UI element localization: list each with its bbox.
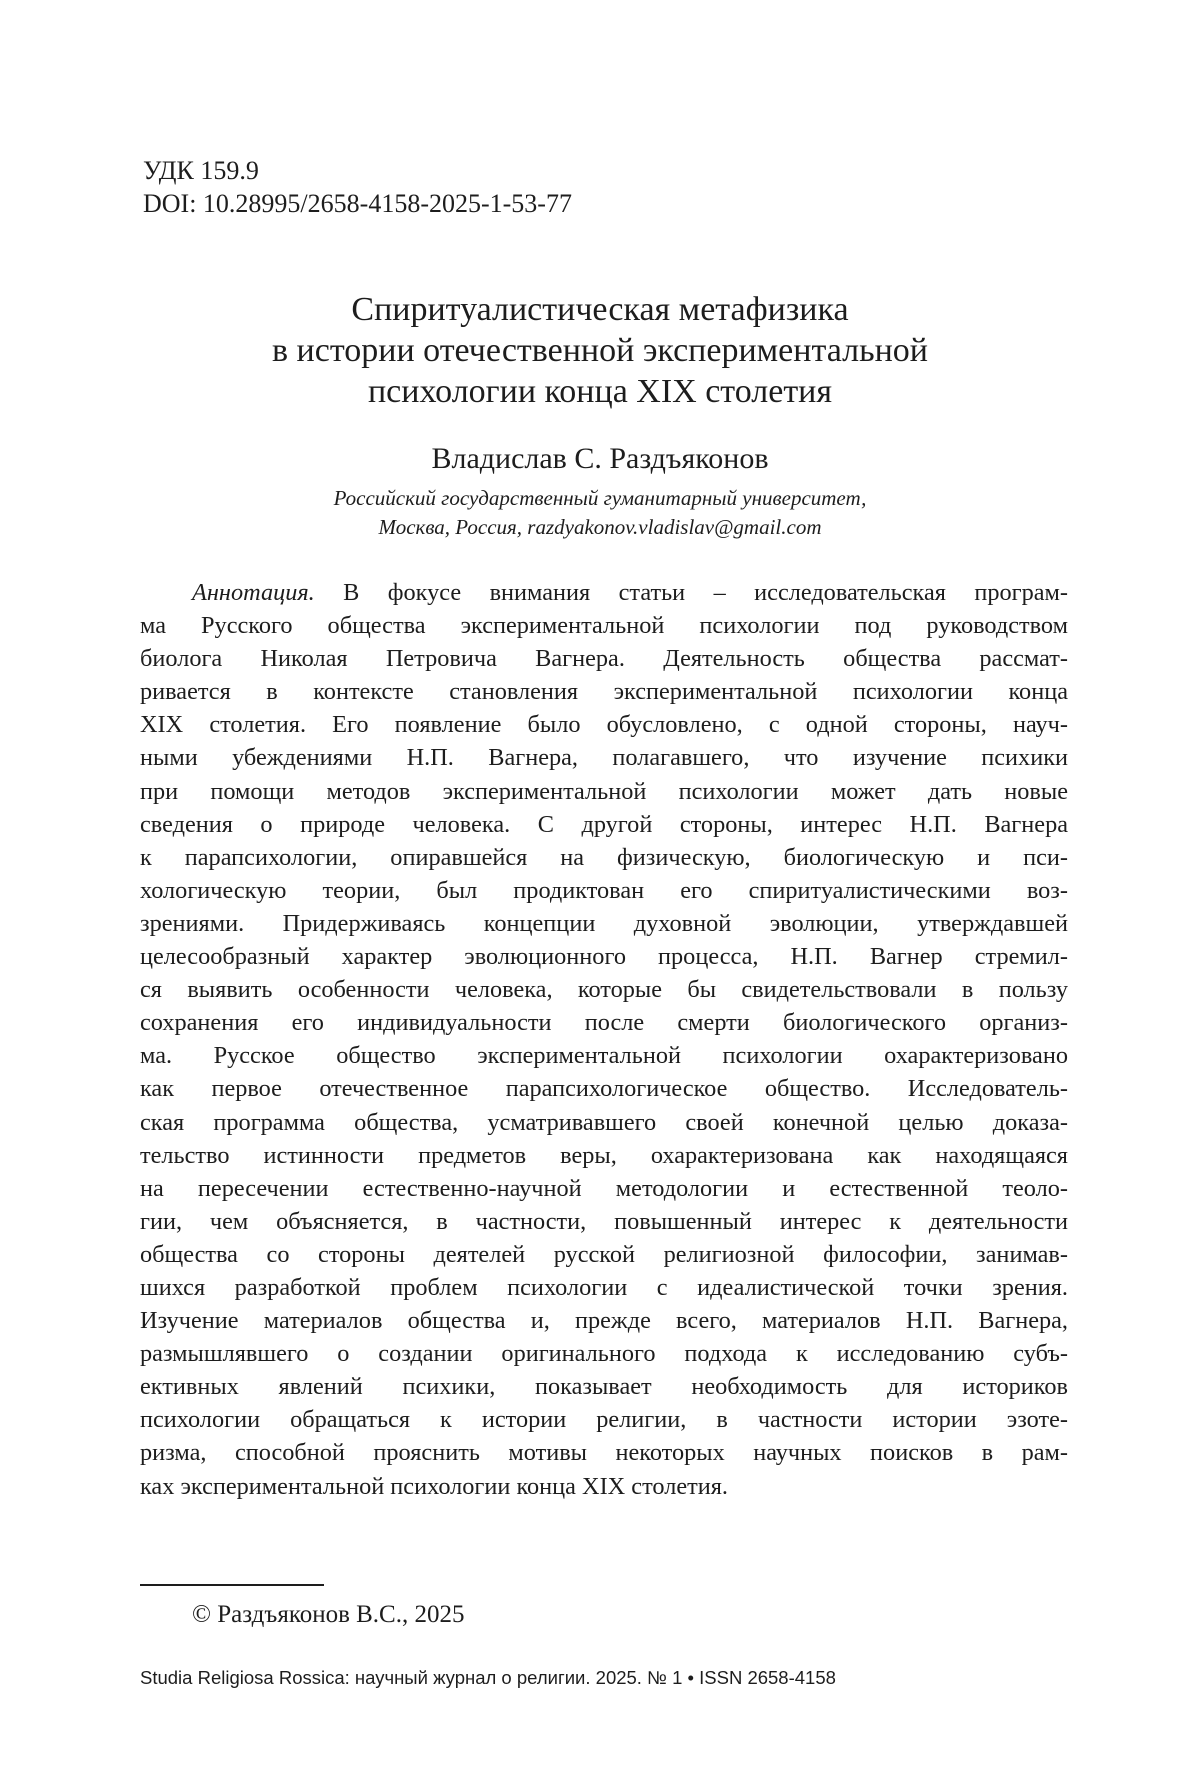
abstract-line: биолога Николая Петровича Вагнера. Деятельность общества рассмат-	[140, 645, 1068, 673]
abstract-line: ма. Русское общество экспериментальной психологии охарактеризовано	[140, 1042, 1068, 1070]
abstract-line: сведения о природе человека. С другой стороны, интерес Н.П. Вагнера	[140, 810, 1068, 838]
abstract-line: Изучение материалов общества и, прежде всего, материалов Н.П. Вагнера,	[140, 1307, 1068, 1335]
abstract-line-text: В фокусе внимания статьи – исследовательская програм-	[314, 579, 1068, 606]
abstract-line: ективных явлений психики, показывает необходимость для историков	[140, 1373, 1068, 1401]
abstract	[140, 576, 1068, 1503]
abstract-line: ках экспериментальной психологии конца XIX столетия.	[140, 1472, 728, 1500]
abstract-line: ся выявить особенности человека, которые бы свидетельствовали в пользу	[140, 976, 1068, 1004]
abstract-line: ма Русского общества экспериментальной психологии под руководством	[140, 612, 1068, 640]
abstract-line: тельство истинности предметов веры, охарактеризована как находящаяся	[140, 1141, 1068, 1169]
abstract-line: XIX столетия. Его появление было обусловлено, с одной стороны, науч-	[140, 711, 1068, 739]
abstract-line: ривается в контексте становления экспериментальной психологии конца	[140, 678, 1068, 706]
footnote-divider	[140, 1584, 324, 1586]
abstract-line: размышлявшего о создании оригинального подхода к исследованию субъ-	[140, 1340, 1068, 1368]
author-name: Владислав С. Раздъяконов	[431, 442, 769, 475]
abstract-line: при помощи методов экспериментальной психологии может дать новые	[140, 777, 1068, 805]
abstract-line: как первое отечественное парапсихологическое общество. Исследователь-	[140, 1075, 1068, 1103]
author-affiliation	[150, 484, 1050, 542]
journal-footer: Studia Religiosa Rossica: научный журнал о религии. 2025. № 1 • ISSN 2658-4158	[140, 1667, 836, 1688]
abstract-line: ными убеждениями Н.П. Вагнера, полагавшего, что изучение психики	[140, 744, 1068, 772]
copyright-note: © Раздъяконов В.С., 2025	[192, 1601, 465, 1628]
title-line: в истории отечественной экспериментальной	[272, 332, 928, 369]
affiliation-line: Российский государственный гуманитарный университет,	[333, 486, 867, 510]
abstract-line: ская программа общества, усматривавшего своей конечной целью доказа-	[140, 1108, 1068, 1136]
abstract-line: на пересечении естественно-научной методологии и естественной теоло-	[140, 1174, 1068, 1202]
udk-code: УДК 159.9	[143, 156, 259, 185]
abstract-line: ризма, способной прояснить мотивы некоторых научных поисков в рам-	[140, 1439, 1068, 1467]
title-line: психологии конца XIX столетия	[367, 373, 833, 410]
abstract-line: к парапсихологии, опиравшейся на физическую, биологическую и пси-	[140, 843, 1068, 871]
abstract-line: гии, чем объясняется, в частности, повышенный интерес к деятельности	[140, 1207, 1068, 1235]
abstract-line: хологическую теории, был продиктован его спиритуалистическими воз-	[140, 876, 1068, 904]
abstract-line: зрениями. Придерживаясь концепции духовной эволюции, утверждавшей	[140, 909, 1068, 937]
title-line: Спиритуалистическая метафизика	[351, 291, 849, 328]
abstract-lead: Аннотация.	[192, 579, 315, 606]
article-title	[150, 289, 1050, 412]
doi-identifier: DOI: 10.28995/2658-4158-2025-1-53-77	[143, 189, 572, 218]
abstract-line: общества со стороны деятелей русской религиозной философии, занимав-	[140, 1240, 1068, 1268]
abstract-line: сохранения его индивидуальности после смерти биологического организ-	[140, 1009, 1068, 1037]
abstract-line: шихся разработкой проблем психологии с идеалистической точки зрения.	[140, 1273, 1068, 1301]
abstract-line	[140, 576, 1068, 609]
affiliation-line: Москва, Россия, razdyakonov.vladislav@gmail.com	[378, 515, 822, 539]
classification-block	[143, 154, 572, 220]
abstract-line: психологии обращаться к истории религии, в частности истории эзоте-	[140, 1406, 1068, 1434]
abstract-line: целесообразный характер эволюционного процесса, Н.П. Вагнер стремил-	[140, 943, 1068, 971]
